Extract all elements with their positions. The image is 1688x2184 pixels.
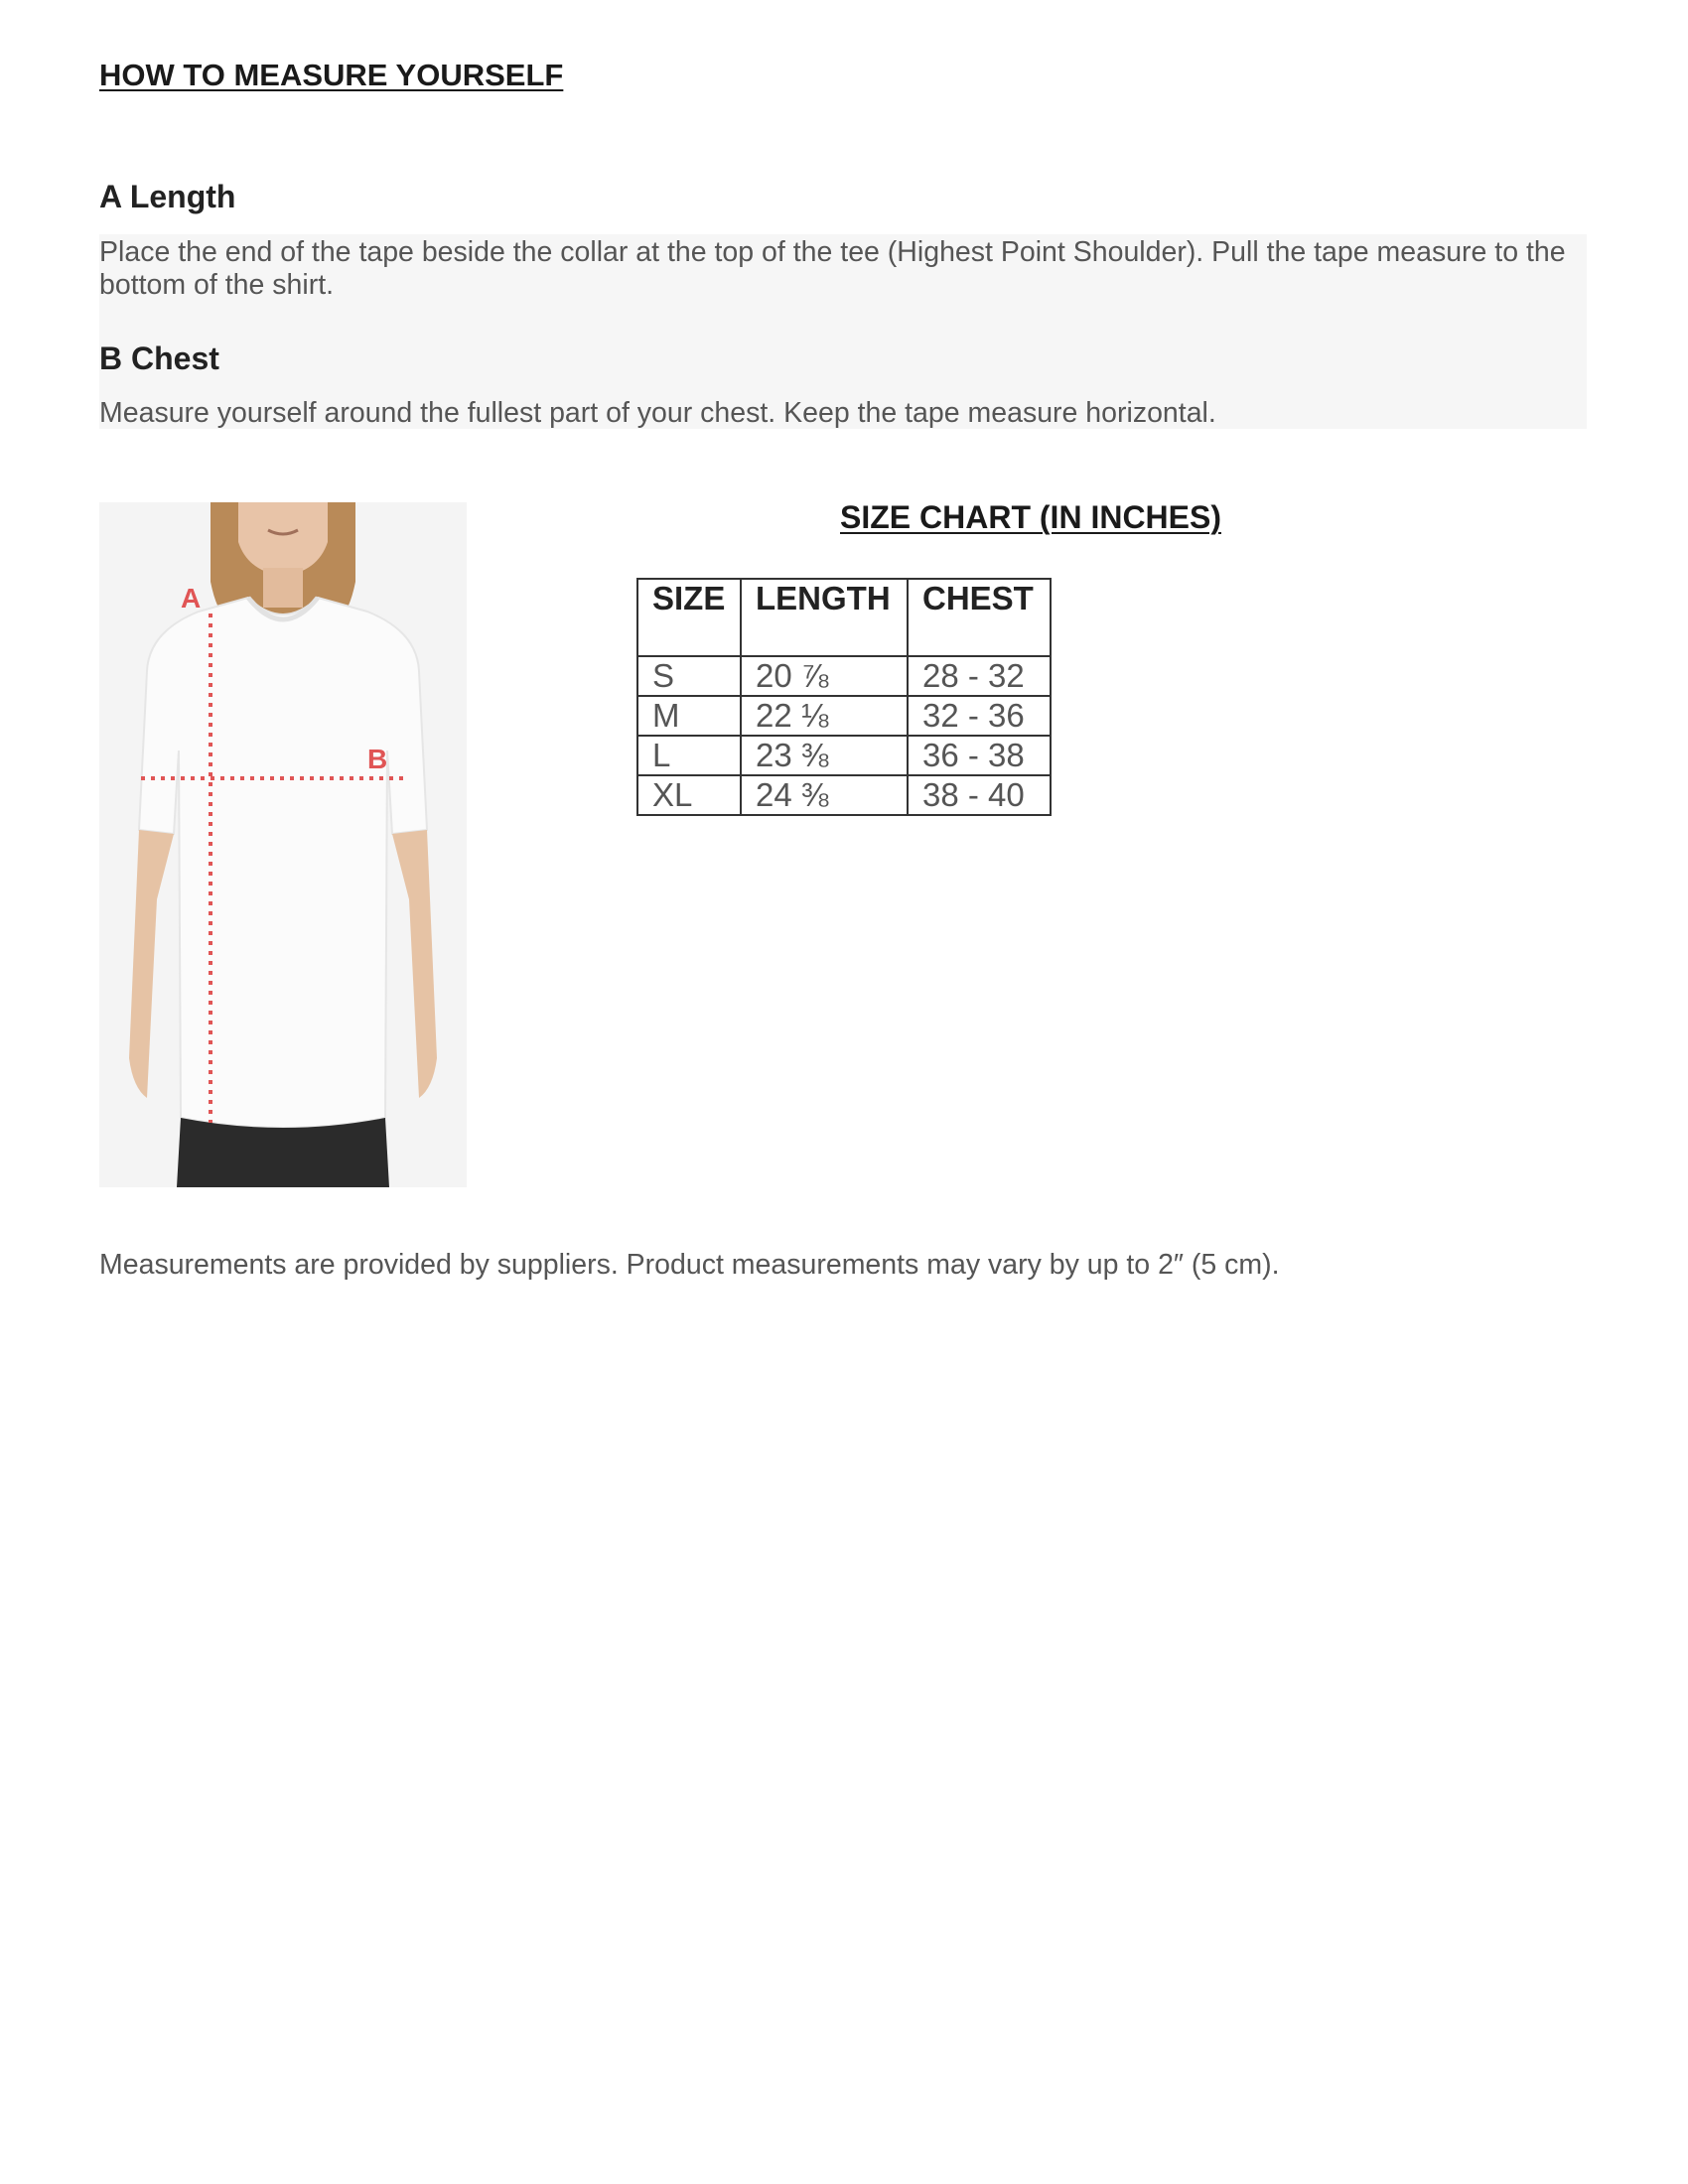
table-row — [637, 696, 1051, 736]
table-row — [637, 775, 1051, 815]
chest-cell: 36 - 38 — [908, 736, 1051, 775]
chest-cell: 38 - 40 — [908, 775, 1051, 815]
chest-cell: 28 - 32 — [908, 656, 1051, 696]
section-body-length: Place the end of the tape beside the collar at the top of the tee (Highest Point Shoulder). Pull the tape measure to the bottom of the shirt. — [99, 236, 1566, 301]
length-cell: 24 ⅜ — [741, 775, 908, 815]
chest-cell: 32 - 36 — [908, 696, 1051, 736]
column-header-chest: CHEST — [908, 579, 1051, 656]
column-header-size: SIZE — [637, 579, 741, 656]
marker-label-a: A — [181, 583, 202, 614]
marker-label-b: B — [367, 744, 388, 774]
column-header-length: LENGTH — [741, 579, 908, 656]
tshirt-measurement-illustration — [99, 502, 467, 1187]
length-cell: 22 ⅛ — [741, 696, 908, 736]
section-heading-length: A Length — [99, 179, 236, 214]
model-tshirt-graphic — [99, 502, 467, 1187]
table-row — [637, 736, 1051, 775]
measurement-disclaimer: Measurements are provided by suppliers. Product measurements may vary by up to 2″ (5 cm). — [99, 1249, 1280, 1281]
length-cell: 23 ⅜ — [741, 736, 908, 775]
table-row — [637, 656, 1051, 696]
size-cell: L — [637, 736, 741, 775]
size-cell: XL — [637, 775, 741, 815]
length-cell: 20 ⅞ — [741, 656, 908, 696]
size-chart-table — [636, 578, 1052, 816]
page-title: HOW TO MEASURE YOURSELF — [99, 58, 564, 92]
size-cell: M — [637, 696, 741, 736]
section-heading-chest: B Chest — [99, 341, 219, 376]
table-header-row — [637, 579, 1051, 656]
size-chart-title: SIZE CHART (IN INCHES) — [840, 499, 1221, 535]
section-body-chest: Measure yourself around the fullest part of your chest. Keep the tape measure horizontal. — [99, 397, 1216, 429]
size-cell: S — [637, 656, 741, 696]
